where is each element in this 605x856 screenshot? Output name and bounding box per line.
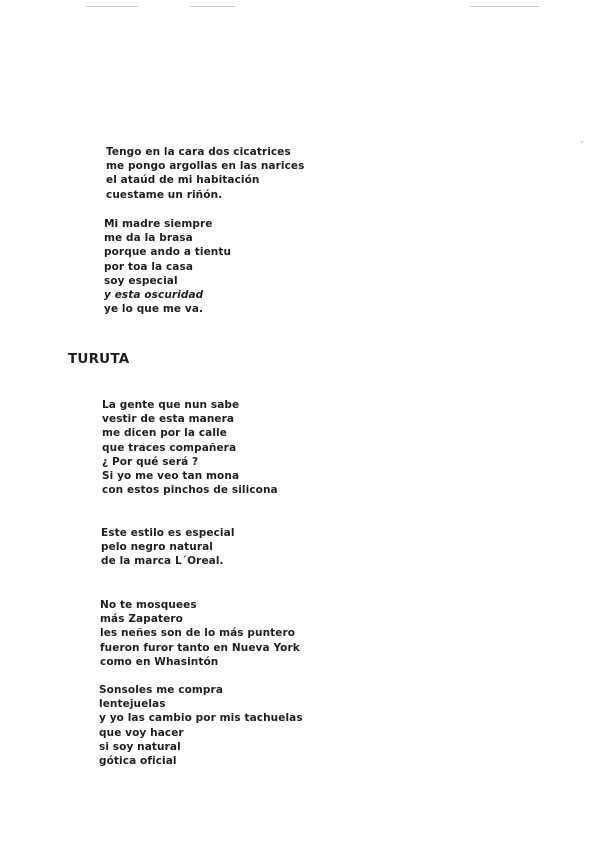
verse-line: y esta oscuridad	[104, 289, 204, 302]
verse-line: fueron furor tanto en Nueva York	[100, 641, 300, 654]
verse-line: me da la brasa	[104, 232, 193, 245]
intro-stanza-1	[106, 145, 304, 202]
scan-speck	[581, 141, 583, 143]
verse-line: con estos pinchos de silicona	[102, 484, 278, 497]
verse-line: vestir de esta manera	[102, 413, 235, 426]
verse-line: La gente que nun sabe	[102, 399, 240, 411]
song-title: TURUTA	[68, 351, 130, 367]
verse-line: como en Whasintón	[100, 655, 219, 668]
verse-line: Mi madre siempre	[104, 218, 213, 230]
verse-line: el ataúd de mi habitación	[106, 174, 260, 187]
verse-line: No te mosquees	[100, 599, 197, 611]
verse-line: ¿ Por qué será ?	[102, 455, 199, 468]
intro-stanza-2	[104, 217, 231, 316]
verse-line: Tengo en la cara dos cicatrices	[106, 146, 291, 158]
song-stanza-1	[102, 398, 278, 497]
verse-line: Si yo me veo tan mona	[102, 470, 240, 483]
verse-line: pelo negro natural	[101, 541, 213, 554]
verse-line: si soy natural	[99, 740, 181, 753]
scan-edge-mark	[470, 6, 540, 7]
verse-line: cuestame un riñón.	[106, 188, 223, 201]
verse-line: me pongo argollas en las narices	[106, 160, 305, 173]
song-stanza-3	[100, 598, 300, 669]
verse-line: más Zapatero	[100, 613, 183, 626]
song-stanza-2	[101, 526, 235, 569]
verse-line: ye lo que me va.	[104, 303, 204, 316]
verse-line: de la marca L´Oreal.	[101, 555, 224, 568]
verse-line: que voy hacer	[99, 726, 184, 739]
verse-line: por toa la casa	[104, 260, 194, 273]
verse-line: Este estilo es especial	[101, 527, 235, 539]
song-stanza-4	[99, 683, 303, 768]
verse-line: les neñes son de lo más puntero	[100, 627, 296, 640]
verse-line: lentejuelas	[99, 698, 166, 711]
verse-line: y yo las cambio por mis tachuelas	[99, 712, 303, 725]
scan-edge-mark	[190, 6, 236, 7]
verse-line: me dicen por la calle	[102, 427, 227, 440]
verse-line: porque ando a tientu	[104, 246, 232, 259]
verse-line: que traces compañera	[102, 441, 237, 454]
verse-line: soy especial	[104, 274, 178, 287]
scan-edge-mark	[86, 6, 138, 7]
verse-line: gótica oficial	[99, 755, 177, 768]
verse-line: Sonsoles me compra	[99, 684, 224, 696]
